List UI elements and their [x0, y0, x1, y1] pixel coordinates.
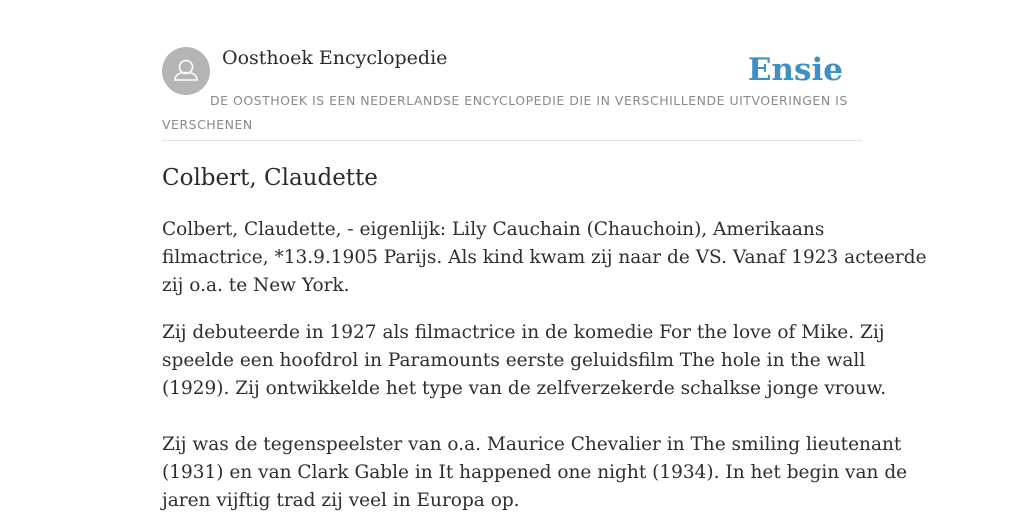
paragraph-line: Colbert, Claudette, - eigenlijk: Lily Cauchain (Chauchoin), Amerikaans — [162, 219, 825, 240]
paragraph-line: Zij was de tegenspeelster van o.a. Maurice Chevalier in The smiling lieutenant — [162, 434, 902, 455]
source-header — [162, 46, 862, 141]
ensie-logo[interactable]: Ensie — [747, 52, 843, 88]
paragraph-line: jaren vijftig trad zij veel in Europa op. — [162, 490, 520, 511]
paragraph-line: (1929). Zij ontwikkelde het type van de zelfverzekerde schalkse jonge vrouw. — [162, 378, 887, 399]
source-name-link[interactable]: Oosthoek Encyclopedie — [222, 47, 448, 69]
paragraph-line: zij o.a. te New York. — [162, 275, 350, 296]
article — [162, 160, 927, 512]
source-description: DE OOSTHOEK IS EEN NEDERLANDSE ENCYCLOPEDIE DIE IN VERSCHILLENDE UITVOERINGEN IS VERSCHENEN — [162, 93, 848, 132]
article-paragraph — [162, 319, 887, 403]
paragraph-line: speelde een hoofdrol in Paramounts eerste geluidsfilm The hole in the wall — [162, 350, 866, 371]
paragraph-line: Zij debuteerde in 1927 als filmactrice in de komedie For the love of Mike. Zij — [162, 322, 885, 343]
paragraph-line: filmactrice, *13.9.1905 Parijs. Als kind kwam zij naar de VS. Vanaf 1923 acteerde — [162, 247, 927, 268]
article-paragraph — [162, 431, 908, 512]
user-avatar-icon[interactable] — [162, 47, 210, 95]
article-paragraph — [162, 216, 927, 300]
article-title: Colbert, Claudette — [162, 165, 378, 191]
paragraph-line: (1931) en van Clark Gable in It happened one night (1934). In het begin van de — [162, 462, 908, 483]
